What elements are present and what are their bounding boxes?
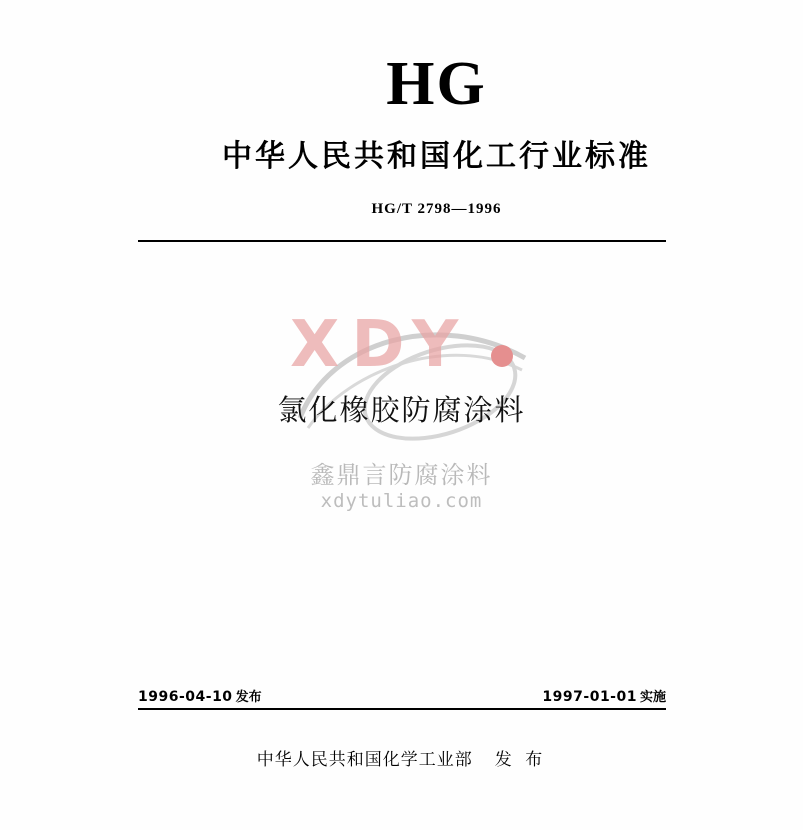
- standard-mark: HG: [386, 50, 487, 118]
- header-divider-rule: [138, 240, 666, 242]
- publisher-verb: 发 布: [494, 750, 547, 770]
- standard-title-chinese: 中华人民共和国化工行业标准: [222, 139, 651, 175]
- publisher-name: 中华人民共和国化学工业部: [256, 750, 473, 770]
- watermark-brand: 鑫鼎言防腐涂料: [310, 461, 493, 489]
- issue-date-label: 发布: [235, 690, 262, 705]
- page-title: 氯化橡胶防腐涂料: [277, 393, 526, 427]
- watermark-url: xdytuliao.com: [320, 490, 483, 512]
- publisher-line: [0, 745, 803, 770]
- standard-header: [0, 52, 803, 218]
- effective-date-value: 1997-01-01: [542, 689, 637, 705]
- watermark-letters: XDY: [290, 308, 471, 382]
- issue-date-value: 1996-04-10: [138, 689, 233, 705]
- standard-code: HG/T 2798—1996: [371, 201, 502, 218]
- footer-divider-rule: [138, 708, 666, 710]
- effective-date-label: 实施: [639, 690, 666, 705]
- issue-date: [138, 686, 262, 705]
- effective-date: [542, 686, 666, 705]
